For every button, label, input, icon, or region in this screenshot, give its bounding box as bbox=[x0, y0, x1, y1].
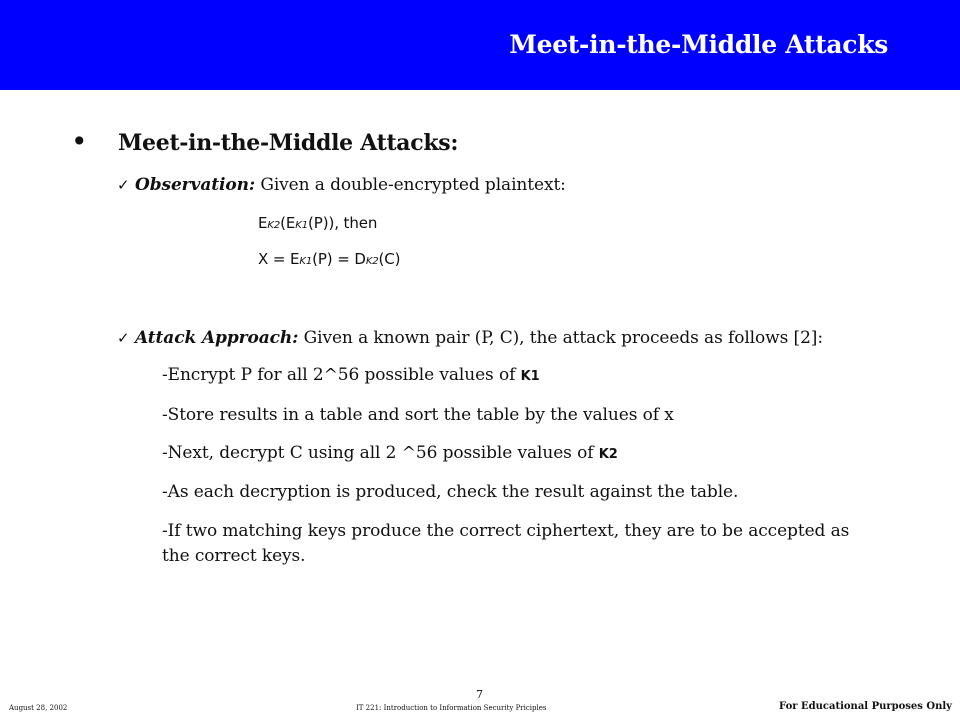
formula-tail: (P)), then bbox=[308, 214, 378, 232]
attack-line bbox=[117, 328, 823, 348]
page-number: 7 bbox=[476, 688, 483, 701]
slide-header bbox=[0, 0, 960, 90]
bullet-icon: • bbox=[71, 125, 88, 158]
footer-notice: For Educational Purposes Only bbox=[779, 701, 952, 712]
attack-step bbox=[162, 443, 618, 463]
formula-double-encryption bbox=[258, 214, 377, 232]
attack-step bbox=[162, 521, 849, 541]
checkmark-icon: ✓ bbox=[117, 329, 130, 347]
step-text: -As each decryption is produced, check the result against the table. bbox=[162, 482, 739, 502]
step-key: K2 bbox=[598, 447, 618, 462]
formula-k2-subscript: K2 bbox=[365, 256, 379, 267]
formula-x: X = E bbox=[258, 250, 300, 268]
step-text: -Store results in a table and sort the table by the values of x bbox=[162, 405, 674, 425]
formula-e: E bbox=[258, 214, 268, 232]
checkmark-icon: ✓ bbox=[117, 176, 130, 194]
formula-k1-subscript: K1 bbox=[295, 220, 308, 231]
attack-step-continuation bbox=[162, 546, 305, 566]
observation-label: Observation: bbox=[135, 175, 256, 195]
attack-step bbox=[162, 365, 540, 385]
step-text: -If two matching keys produce the correct ciphertext, they are to be accepted as bbox=[162, 521, 850, 541]
formula-k2-subscript: K2 bbox=[267, 220, 281, 231]
attack-step bbox=[162, 482, 738, 502]
section-heading: Meet-in-the-Middle Attacks: bbox=[118, 130, 459, 156]
attack-text: Given a known pair (P, C), the attack proceeds as follows [2]: bbox=[298, 328, 823, 348]
attack-step bbox=[162, 405, 674, 425]
step-text: the correct keys. bbox=[162, 546, 306, 566]
step-text: -Encrypt P for all 2^56 possible values of bbox=[162, 365, 521, 385]
footer-course: IT 221: Introduction to Information Security Priciples bbox=[356, 704, 547, 712]
observation-line bbox=[117, 175, 566, 195]
attack-label: Attack Approach: bbox=[135, 328, 299, 348]
formula-intermediate bbox=[258, 250, 400, 268]
step-key: K1 bbox=[520, 369, 540, 384]
formula-k1-subscript: K1 bbox=[299, 256, 313, 267]
slide-title: Meet-in-the-Middle Attacks bbox=[509, 30, 888, 59]
footer-date: August 28, 2002 bbox=[9, 704, 68, 712]
step-text: -Next, decrypt C using all 2 ^56 possible values of bbox=[162, 443, 599, 463]
observation-text: Given a double-encrypted plaintext: bbox=[255, 175, 566, 195]
formula-inner-e: (E bbox=[280, 214, 296, 232]
formula-mid: (P) = D bbox=[312, 250, 366, 268]
formula-tail: (C) bbox=[378, 250, 401, 268]
